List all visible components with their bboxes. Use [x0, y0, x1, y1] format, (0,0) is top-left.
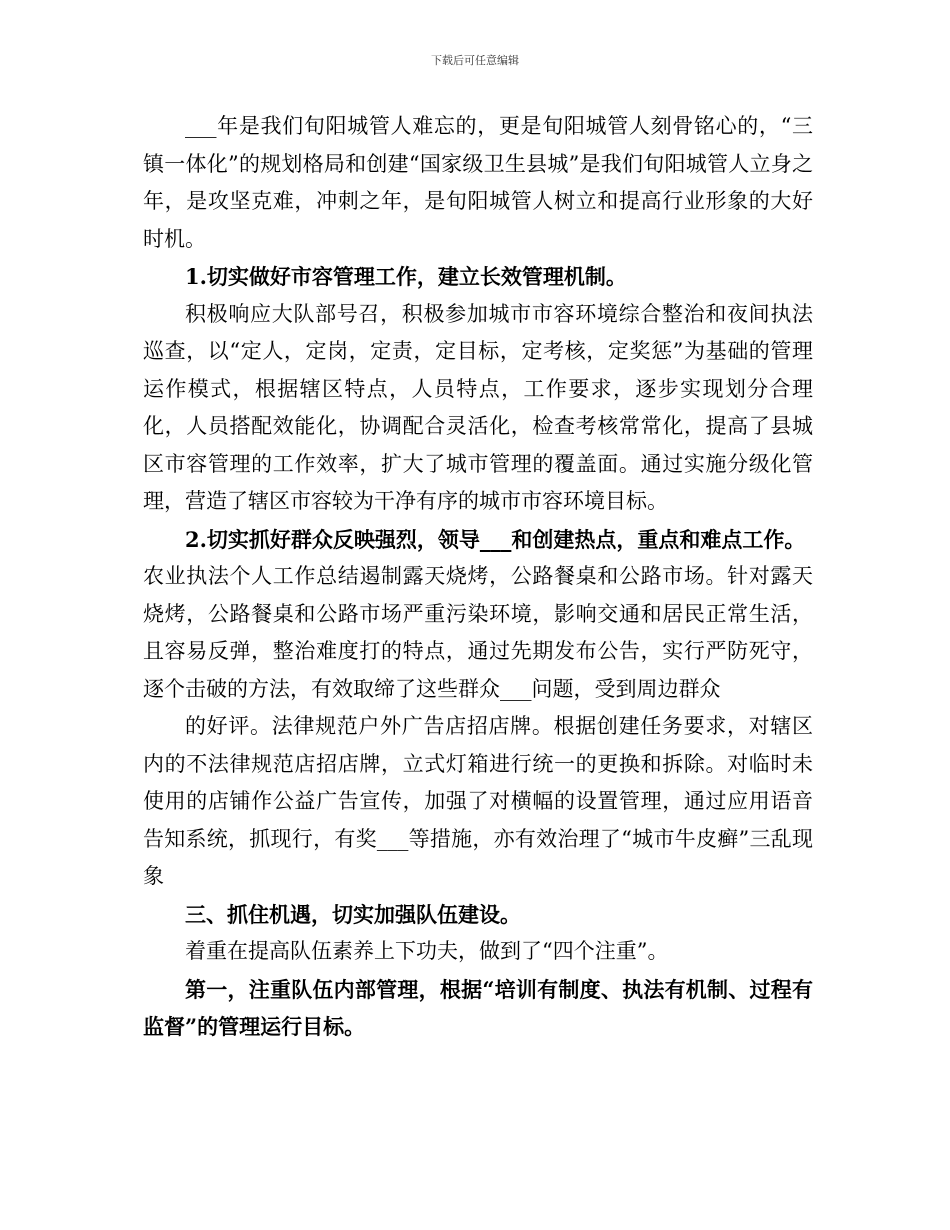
paragraph-market-management: 积极响应大队部号召，积极参加城市市容环境综合整治和夜间执法巡查，以“定人，定岗，定责，定目标，定考核，定奖惩”为基础的管理运作模式，根据辖区特点，人员特点，工作要求，逐步实现划分合理化，人员搭配效能化，协调配合灵活化，检查考核常常化，提高了县城区市容管理的工作效率，扩大了城市管理的覆盖面。通过实施分级化管理，营造了辖区市容较为干净有序的城市市容环境目标。	[143, 301, 813, 513]
document-body	[143, 108, 813, 1046]
heading-3: 三、抓住机遇，切实加强队伍建设。	[185, 901, 521, 927]
paragraph-advertising: 的好评。法律规范户外广告店招店牌。根据创建任务要求，对辖区内的不法律规范店招店牌，立式灯箱进行统一的更换和拆除。对临时未使用的店铺作公益广告宣传，加强了对横幅的设置管理，通过应用语音告知系统，抓现行，有奖___等措施，亦有效治理了“城市牛皮癣”三乱现象	[143, 714, 813, 888]
paragraph-four-focus: 着重在提高队伍素养上下功夫，做到了“四个注重”。	[185, 939, 669, 963]
heading-2: 2.切实抓好群众反映强烈，领导___和创建热点，重点和难点工作。	[185, 526, 806, 552]
paragraph-bbq-control: 农业执法个人工作总结遏制露天烧烤，公路餐桌和公路市场。针对露天烧烤，公路餐桌和公路市场严重污染环境，影响交通和居民正常生活，且容易反弹，整治难度打的特点，通过先期发布公告，实行严防死守，逐个击破的方法，有效取缔了这些群众___问题，受到周边群众	[143, 564, 813, 701]
paragraph-first-point: 第一，注重队伍内部管理，根据“培训有制度、执法有机制、过程有监督”的管理运行目标。	[143, 976, 813, 1039]
heading-1: 1.切实做好市容管理工作，建立长效管理机制。	[185, 264, 627, 289]
paragraph-intro: ___年是我们旬阳城管人难忘的，更是旬阳城管人刻骨铭心的，“三镇一体化”的规划格局和创建“国家级卫生县城”是我们旬阳城管人立身之年，是攻坚克难，冲刺之年，是旬阳城管人树立和提高行业形象的大好时机。	[143, 114, 813, 251]
page-header: 下载后可任意编辑	[431, 54, 519, 67]
